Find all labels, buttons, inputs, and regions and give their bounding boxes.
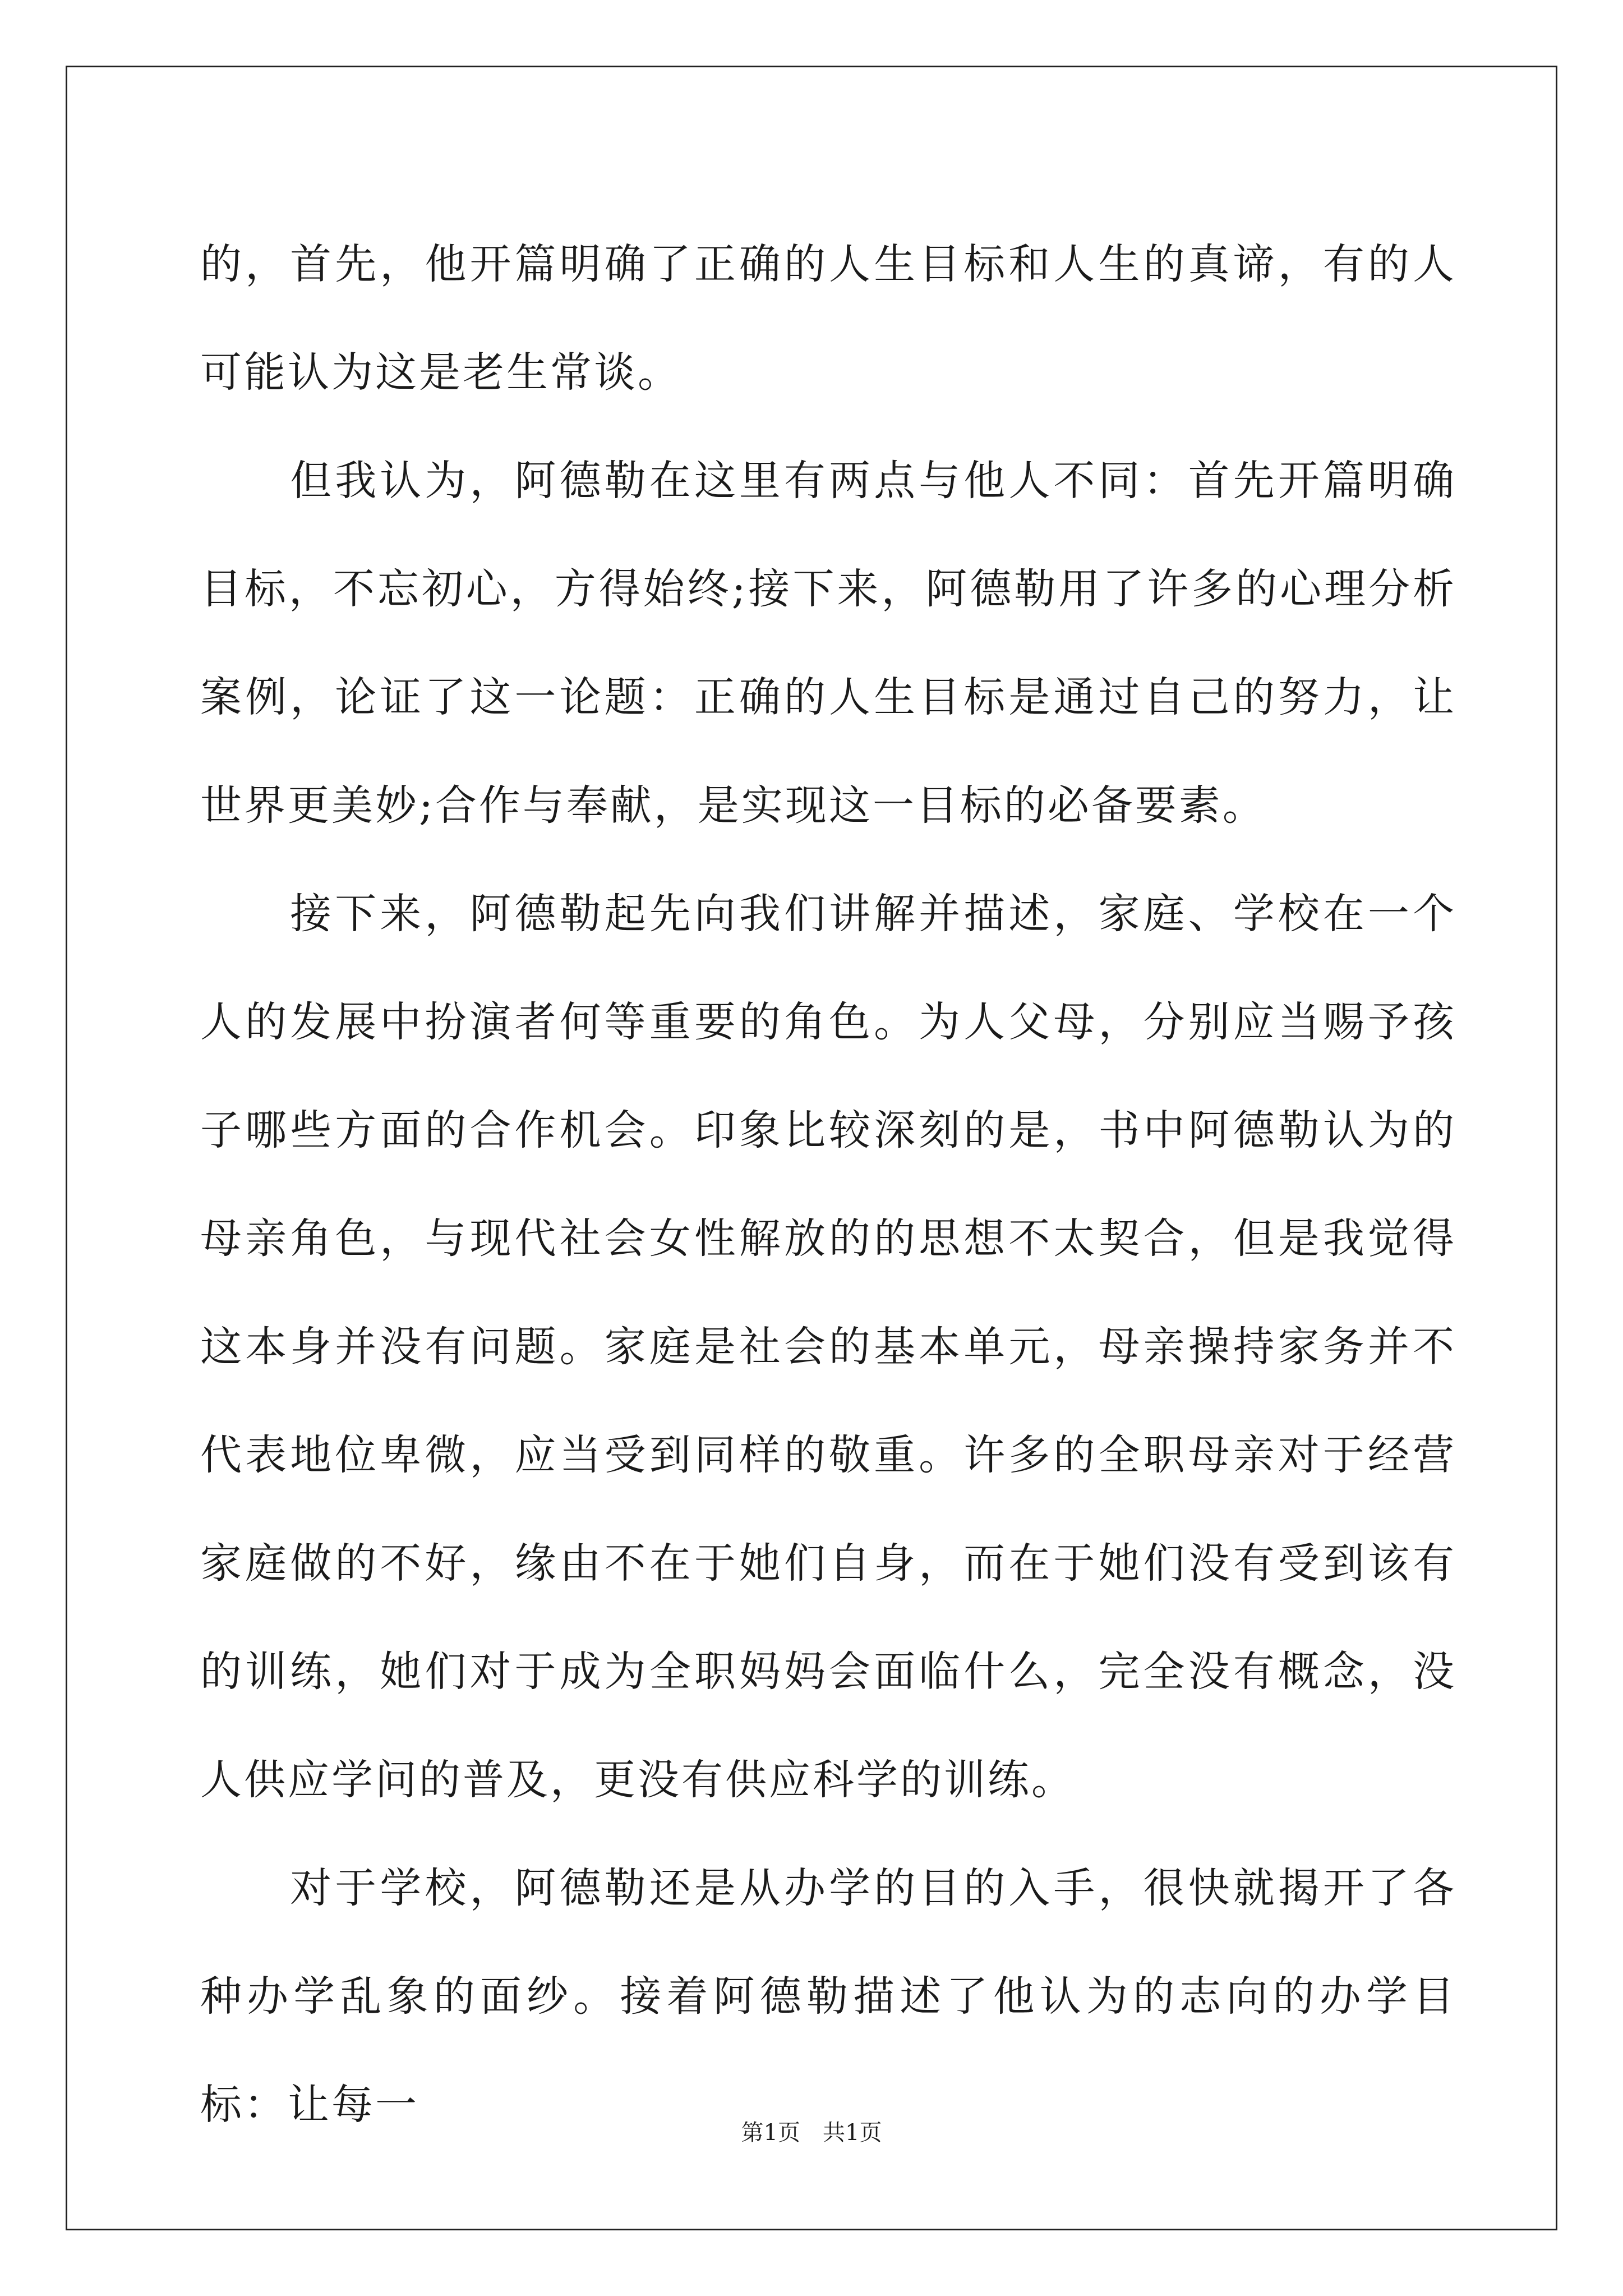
paragraph-2: 但我认为，阿德勒在这里有两点与他人不同：首先开篇明确目标，不忘初心，方得始终;接下来，阿德勒用了许多的心理分析案例，论证了这一论题：正确的人生目标是通过自己的努力，让世界更美妙;合作与奉献，是实现这一目标的必备要素。 — [200, 457, 1456, 830]
document-body — [200, 210, 1456, 2159]
paragraph-3: 接下来，阿德勒起先向我们讲解并描述，家庭、学校在一个人的发展中扮演者何等重要的角色。为人父母，分别应当赐予孩子哪些方面的合作机会。印象比较深刻的是，书中阿德勒认为的母亲角色，与现代社会女性解放的的思想不太契合，但是我觉得这本身并没有问题。家庭是社会的基本单元，母亲操持家务并不代表地位卑微，应当受到同样的敬重。许多的全职母亲对于经营家庭做的不好，缘由不在于她们自身，而在于她们没有受到该有的训练，她们对于成为全职妈妈会面临什么，完全没有概念，没人供应学问的普及，更没有供应科学的训练。 — [200, 890, 1456, 1804]
page-footer: 第1页 共1页 — [741, 2120, 882, 2146]
paragraph-4: 对于学校，阿德勒还是从办学的目的入手，很快就揭开了各种办学乱象的面纱。接着阿德勒描述了他认为的志向的办学目标：让每一 — [200, 1864, 1456, 2129]
paragraph-1: 的，首先，他开篇明确了正确的人生目标和人生的真谛，有的人可能认为这是老生常谈。 — [200, 240, 1456, 397]
